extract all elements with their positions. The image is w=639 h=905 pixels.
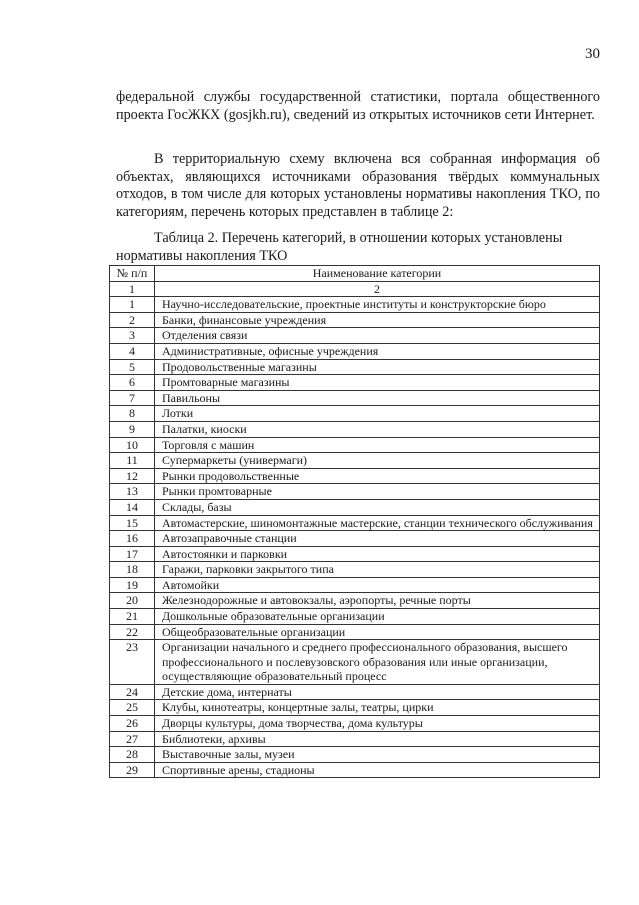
row-category-name: Автомойки (155, 577, 600, 593)
row-number: 26 (110, 715, 155, 731)
row-number: 5 (110, 359, 155, 375)
page-number: 30 (585, 46, 600, 62)
table-row (110, 515, 600, 531)
row-number: 29 (110, 762, 155, 778)
row-category-name: Административные, офисные учреждения (155, 343, 600, 359)
row-category-name: Промтоварные магазины (155, 375, 600, 391)
table-row (110, 762, 600, 778)
row-number: 21 (110, 609, 155, 625)
table-row (110, 484, 600, 500)
row-category-name: Организации начального и среднего профессионального образования, высшего профессионального и послевузовского образования или иные организации, осуществляющие образовательный процесс (155, 640, 600, 685)
row-category-name: Дошкольные образовательные организации (155, 609, 600, 625)
table-row (110, 640, 600, 685)
row-number: 12 (110, 468, 155, 484)
row-number: 9 (110, 421, 155, 437)
row-number: 8 (110, 406, 155, 422)
row-number: 10 (110, 437, 155, 453)
row-number: 19 (110, 577, 155, 593)
table-row (110, 593, 600, 609)
table-row (110, 468, 600, 484)
row-number: 17 (110, 546, 155, 562)
row-category-name: Детские дома, интернаты (155, 684, 600, 700)
row-category-name: Спортивные арены, стадионы (155, 762, 600, 778)
categories-table (109, 265, 600, 778)
row-number: 22 (110, 624, 155, 640)
table-row (110, 359, 600, 375)
row-number: 16 (110, 531, 155, 547)
table-row (110, 624, 600, 640)
table-row (110, 562, 600, 578)
table-row (110, 715, 600, 731)
row-category-name: Автозаправочные станции (155, 531, 600, 547)
row-category-name: Выставочные залы, музеи (155, 747, 600, 763)
row-category-name: Библиотеки, архивы (155, 731, 600, 747)
table-row (110, 328, 600, 344)
row-category-name: Лотки (155, 406, 600, 422)
row-number: 11 (110, 453, 155, 469)
row-category-name: Отделения связи (155, 328, 600, 344)
table-row (110, 546, 600, 562)
row-category-name: Железнодорожные и автовокзалы, аэропорты, речные порты (155, 593, 600, 609)
row-category-name: Банки, финансовые учреждения (155, 312, 600, 328)
row-number: 20 (110, 593, 155, 609)
row-number: 7 (110, 390, 155, 406)
row-number: 27 (110, 731, 155, 747)
table-row (110, 609, 600, 625)
row-category-name: Клубы, кинотеатры, концертные залы, театры, цирки (155, 700, 600, 716)
row-number: 3 (110, 328, 155, 344)
table-row (110, 700, 600, 716)
table-row (110, 421, 600, 437)
row-number: 18 (110, 562, 155, 578)
table-row (110, 731, 600, 747)
table-row (110, 297, 600, 313)
row-category-name: Научно-исследовательские, проектные институты и конструкторские бюро (155, 297, 600, 313)
table-row (110, 343, 600, 359)
column-number-1: 1 (110, 281, 155, 297)
row-category-name: Супермаркеты (универмаги) (155, 453, 600, 469)
body-paragraph (116, 151, 600, 221)
row-number: 6 (110, 375, 155, 391)
table-row (110, 453, 600, 469)
row-number: 25 (110, 700, 155, 716)
row-number: 28 (110, 747, 155, 763)
row-number: 2 (110, 312, 155, 328)
table-row (110, 375, 600, 391)
row-category-name: Продовольственные магазины (155, 359, 600, 375)
row-number: 23 (110, 640, 155, 685)
table-column-numbers-row (110, 281, 600, 297)
table-row (110, 390, 600, 406)
row-number: 14 (110, 499, 155, 515)
row-category-name: Склады, базы (155, 499, 600, 515)
table-header-row (110, 266, 600, 282)
table-body (110, 297, 600, 778)
table-caption: Таблица 2. Перечень категорий, в отношении которых установлены нормативы накопления ТКО (116, 230, 563, 264)
row-number: 15 (110, 515, 155, 531)
header-number: № п/п (110, 266, 155, 282)
row-number: 4 (110, 343, 155, 359)
row-category-name: Автостоянки и парковки (155, 546, 600, 562)
row-category-name: Дворцы культуры, дома творчества, дома культуры (155, 715, 600, 731)
row-category-name: Гаражи, парковки закрытого типа (155, 562, 600, 578)
table-row (110, 437, 600, 453)
table-row (110, 406, 600, 422)
row-category-name: Палатки, киоски (155, 421, 600, 437)
table-row (110, 312, 600, 328)
table-row (110, 499, 600, 515)
intro-paragraph: федеральной службы государственной статистики, портала общественного проекта ГосЖКХ (gosjkh.ru), сведений из открытых источников сети Интернет. (116, 89, 600, 123)
row-category-name: Рынки промтоварные (155, 484, 600, 500)
row-category-name: Торговля с машин (155, 437, 600, 453)
row-number: 1 (110, 297, 155, 313)
table-row (110, 747, 600, 763)
row-category-name: Павильоны (155, 390, 600, 406)
row-category-name: Общеобразовательные организации (155, 624, 600, 640)
row-category-name: Автомастерские, шиномонтажные мастерские, станции технического обслуживания (155, 515, 600, 531)
row-number: 13 (110, 484, 155, 500)
header-category-name: Наименование категории (155, 266, 600, 282)
row-number: 24 (110, 684, 155, 700)
table-row (110, 531, 600, 547)
table-row (110, 577, 600, 593)
table-row (110, 684, 600, 700)
body-paragraph-text: В территориальную схему включена вся собранная информация об объектах, являющихся источниками образования твёрдых коммунальных отходов, в том числе для которых установлены нормативы накопления ТКО, по категориям, перечень которых представлен в таблице 2: (116, 151, 600, 220)
column-number-2: 2 (155, 281, 600, 297)
row-category-name: Рынки продовольственные (155, 468, 600, 484)
